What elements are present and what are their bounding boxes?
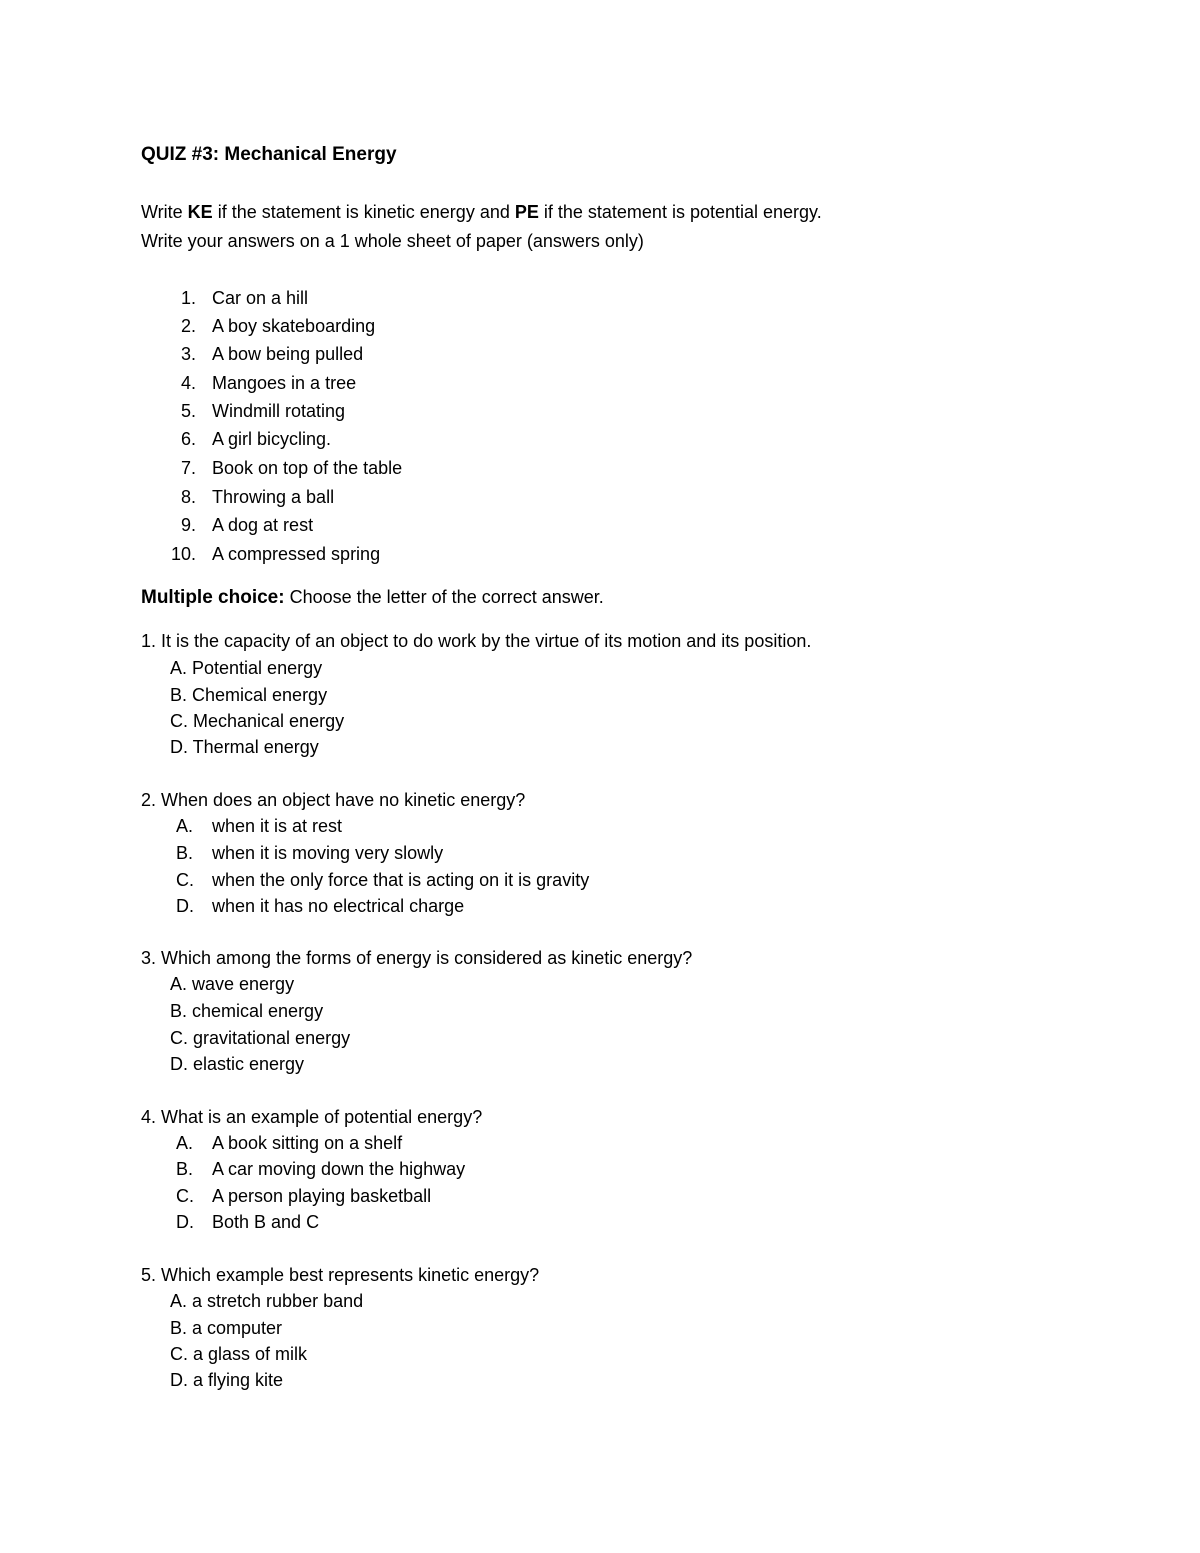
option: D. elastic energy — [170, 1054, 305, 1074]
option: A. a stretch rubber band — [170, 1291, 364, 1311]
page-title: QUIZ #3: Mechanical Energy — [141, 144, 397, 165]
option: B. chemical energy — [170, 1001, 324, 1021]
option: C. gravitational energy — [170, 1028, 351, 1048]
option: D. Thermal energy — [170, 737, 319, 757]
option: C. Mechanical energy — [170, 711, 345, 731]
mc-header: Multiple choice: Choose the letter of the correct answer. — [141, 587, 604, 608]
question-5: 5. Which example best represents kinetic energy? — [141, 1265, 540, 1285]
option: C. a glass of milk — [170, 1344, 308, 1364]
instructions-line-2: Write your answers on a 1 whole sheet of paper (answers only) — [141, 231, 644, 251]
option: A. Potential energy — [170, 658, 323, 678]
question-1: 1. It is the capacity of an object to do work by the virtue of its motion and its position. — [141, 631, 812, 651]
question-2: 2. When does an object have no kinetic energy? — [141, 790, 526, 810]
option: D. a flying kite — [170, 1370, 284, 1390]
option: B. Chemical energy — [170, 685, 328, 705]
question-4: 4. What is an example of potential energy? — [141, 1107, 483, 1127]
question-3: 3. Which among the forms of energy is considered as kinetic energy? — [141, 948, 693, 968]
option: A. wave energy — [170, 974, 295, 994]
instructions-line-1: Write KE if the statement is kinetic energy and PE if the statement is potential energy. — [141, 202, 822, 222]
ke-label: KE — [187, 202, 213, 222]
pe-label: PE — [514, 202, 539, 222]
quiz-page: QUIZ #3: Mechanical Energy Write KE if the statement is kinetic energy and PE if the statement is potential energy. Write your answers on a 1 whole sheet of paper (answers only) 1. Car on a hill 2. A boy skateboarding 3. A bow being pulled 4. Mangoes in a tree 5. Windmill rotating 6. A girl bicycling. 7. Book on top of the table 8. Throwing a ball 9. A dog at rest 10. A compressed spring Multiple choice: Choose the letter of the correct answer. 1. It is the capacity of an object to do work by the virtue of its motion and its position. A. Potential energy B. Chemical energy C. Mechanical energy D. Thermal energy 2. When does an object have no kinetic energy? A. when it is at rest B. when it is moving very slowly C. when the only force that is acting on it is gravity D. when it has no electrical charge 3. Which among the forms of energy is considered as kinetic energy? A. wave energy B. chemical energy C. gravitational energy D. elastic energy 4. What is an example of potential energy? A. A book sitting on a shelf B. A car moving down the highway C. A person playing basketball D. Both B and C 5. Which example best represents kinetic energy? A. a stretch rubber band B. a computer C. a glass of milk D. a flying kite — [141, 144, 822, 1390]
option: B. a computer — [170, 1318, 283, 1338]
